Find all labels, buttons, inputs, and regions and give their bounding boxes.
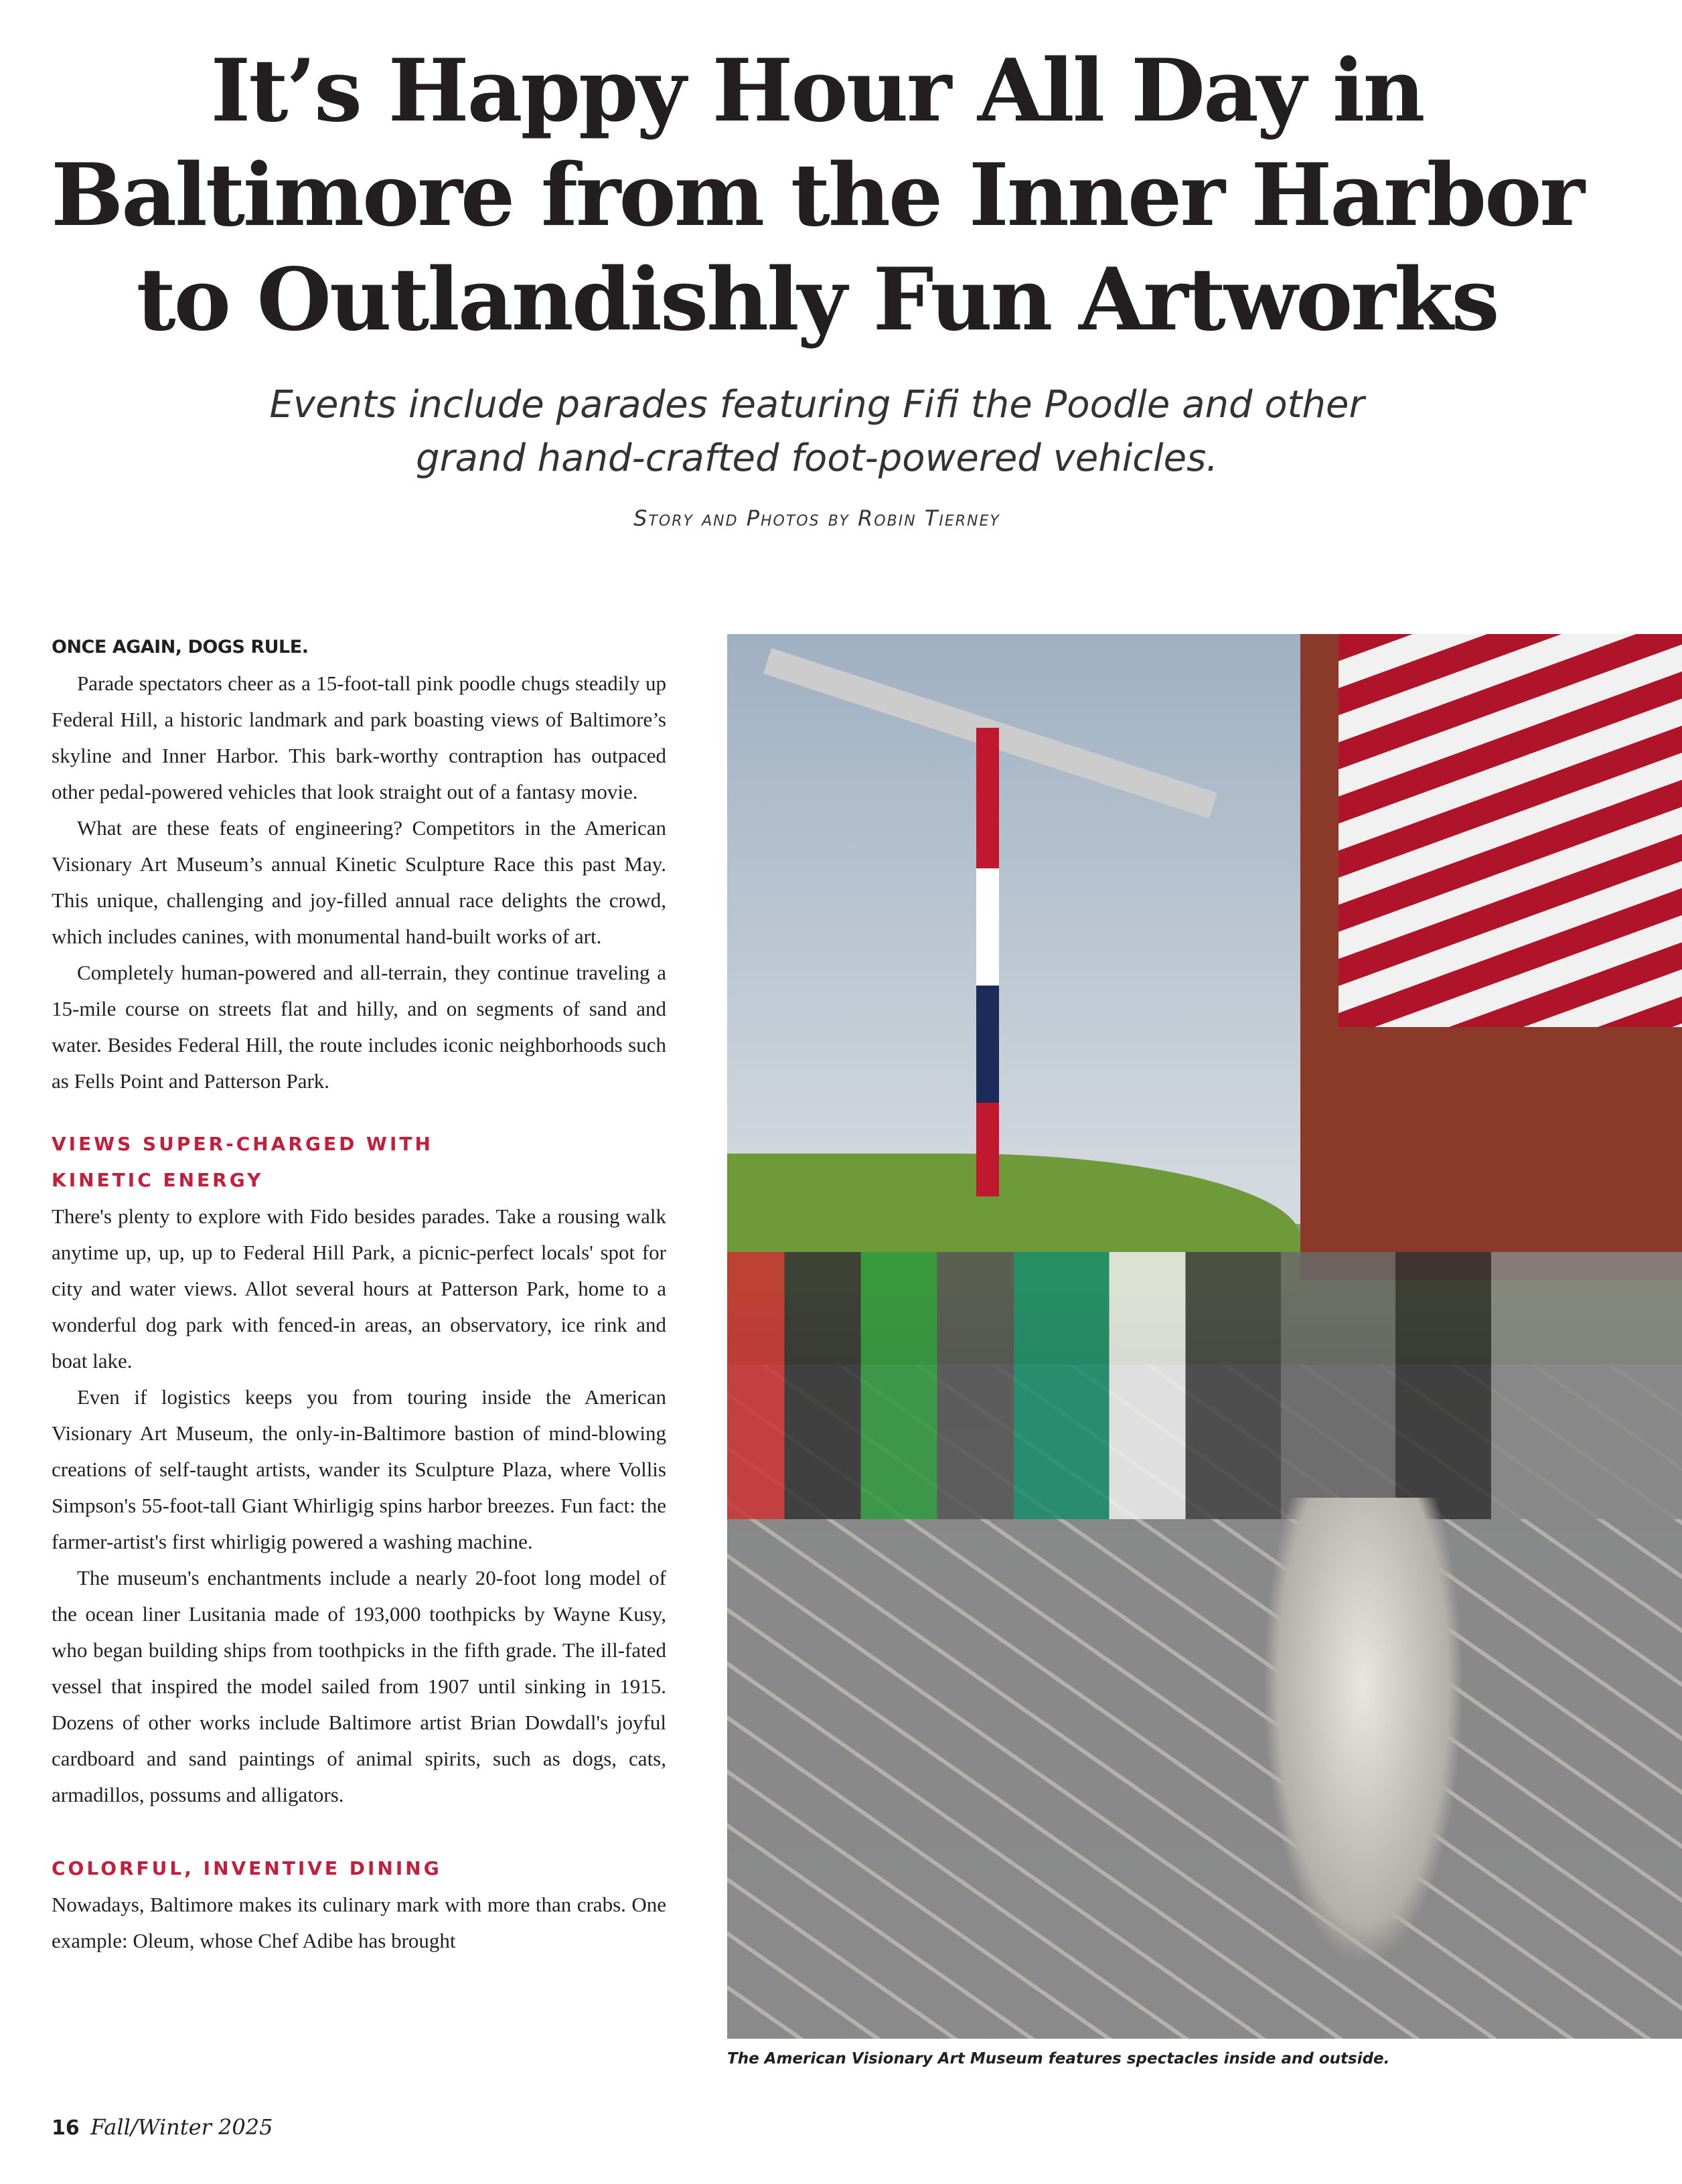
paragraph: Nowadays, Baltimore makes its culinary mark with more than crabs. One example: Oleum, whose Chef Adibe has brought <box>52 1893 666 1952</box>
page-footer <box>52 2114 273 2140</box>
sheepdog <box>1263 1498 1464 1966</box>
article-body <box>52 629 666 1959</box>
title-line: Baltimore from the Inner Harbor <box>51 145 1583 246</box>
title-line: It’s Happy Hour All Day in <box>210 41 1424 141</box>
byline: Story and Photos by Robin Tierney <box>633 505 1000 531</box>
paragraph: What are these feats of engineering? Competitors in the American Visionary Art Museum’s annual Kinetic Sculpture Race this past May. This unique, challenging and joy-filled annual race delights the crowd, which includes canines, with monumental hand-built works of art. <box>52 816 666 948</box>
subtitle-line: Events include parades featuring Fifi the Poodle and other <box>269 383 1365 426</box>
article-subtitle <box>0 378 1634 485</box>
title-line: to Outlandishly Fun Artworks <box>136 250 1498 350</box>
page-number: 16 <box>52 2116 80 2140</box>
photo-caption: The American Visionary Art Museum features spectacles inside and outside. <box>727 2050 1390 2068</box>
paragraph: Even if logistics keeps you from touring inside the American Visionary Art Museum, the only-in-Baltimore bastion of mind-blowing creations of self-taught artists, wander its Sculpture Plaza, where Vollis Simpson's 55-foot-tall Giant Whirligig spins harbor breezes. Fun fact: the farmer-artist's first whirligig powered a washing machine. <box>52 1385 666 1553</box>
issue-label: Fall/Winter 2025 <box>90 2114 273 2140</box>
section-heading: COLORFUL, INVENTIVE DINING <box>52 1857 442 1879</box>
lead-heading: ONCE AGAIN, DOGS RULE. <box>52 637 309 657</box>
crowd <box>727 1252 1682 1519</box>
whirligig-pole <box>976 728 999 1196</box>
subtitle-line: grand hand-crafted foot-powered vehicles. <box>415 437 1219 480</box>
section-heading: VIEWS SUPER-CHARGED WITH <box>52 1133 433 1155</box>
section-heading: KINETIC ENERGY <box>52 1169 264 1191</box>
article-title <box>0 39 1634 352</box>
paragraph: Parade spectators cheer as a 15-foot-tall pink poodle chugs steadily up Federal Hill, a historic landmark and park boasting views of Baltimore’s skyline and Inner Harbor. This bark-worthy contraption has outpaced other pedal-powered vehicles that look straight out of a fantasy movie. <box>52 672 666 803</box>
american-flag <box>1339 634 1682 1027</box>
paragraph: Completely human-powered and all-terrain, they continue traveling a 15-mile course on streets flat and hilly, and on segments of sand and water. Besides Federal Hill, the route includes iconic neighborhoods such as Fells Point and Patterson Park. <box>52 961 666 1093</box>
paragraph: The museum's enchantments include a nearly 20-foot long model of the ocean liner Lusitania made of 193,000 toothpicks by Wayne Kusy, who began building ships from toothpicks in the fifth grade. The ill-fated vessel that inspired the model sailed from 1907 until sinking in 1915. Dozens of other works include Baltimore artist Brian Dowdall's joyful cardboard and sand paintings of animal spirits, such as dogs, cats, armadillos, possums and alligators. <box>52 1566 666 1806</box>
paragraph: There's plenty to explore with Fido besides parades. Take a rousing walk anytime up, up, up to Federal Hill Park, a picnic-perfect locals' spot for city and water views. Allot several hours at Patterson Park, home to a wonderful dog park with fenced-in areas, an observatory, ice rink and boat lake. <box>52 1204 666 1373</box>
parade-photo <box>727 634 1682 2039</box>
